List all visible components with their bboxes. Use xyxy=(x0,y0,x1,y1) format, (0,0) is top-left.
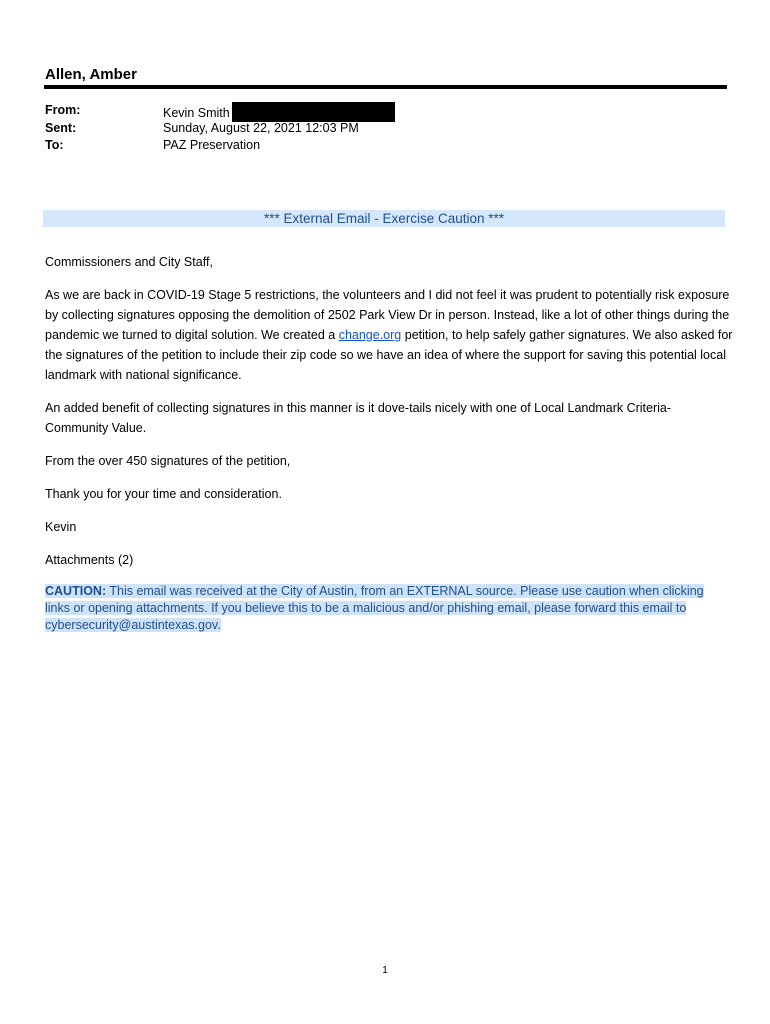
to-value: PAZ Preservation xyxy=(163,138,261,152)
change-org-link[interactable]: change.org xyxy=(338,328,402,342)
paragraph-1-end: petition, to help safely gather signatures. We also asked for the signatures of the petition to include their zip code so we have an idea of where the support for saving this potential local landmark with national significance. xyxy=(45,328,733,382)
mailbox-owner-name: Allen, Amber xyxy=(45,66,137,83)
signature: Kevin xyxy=(45,520,77,534)
header-divider xyxy=(44,85,727,89)
caution-text: This email was received at the City of Austin, from an EXTERNAL source. Please use caution when clicking links or opening attachments. If you believe this to be a malicious and/or phishing email, please forward this email to cybersecurity@austintexas.gov. xyxy=(45,584,704,632)
caution-label: CAUTION: xyxy=(45,584,107,598)
caution-highlight xyxy=(45,584,704,632)
from-label: From: xyxy=(45,103,81,117)
sent-value: Sunday, August 22, 2021 12:03 PM xyxy=(163,121,359,135)
sent-label: Sent: xyxy=(45,121,77,135)
paragraph-1-start: As we are back in COVID-19 Stage 5 restrictions, the volunteers and I did not feel it was prudent to potentially risk exposure by collecting signatures opposing the demolition of 2502 Park View Dr in person. Instead, like a lot of other things during the pandemic we turned to digital solution. We created a xyxy=(45,288,730,342)
redacted-email-block xyxy=(232,102,395,122)
caution-notice xyxy=(45,583,730,634)
paragraph-3: From the over 450 signatures of the petition, xyxy=(45,454,291,468)
attachments-label[interactable]: Attachments (2) xyxy=(45,553,134,567)
from-value: Kevin Smith xyxy=(163,106,230,120)
paragraph-4: Thank you for your time and consideration. xyxy=(45,487,282,501)
greeting: Commissioners and City Staff, xyxy=(45,255,213,269)
page-number: 1 xyxy=(382,965,388,976)
to-label: To: xyxy=(45,138,64,152)
from-value-wrap xyxy=(163,102,395,122)
email-body xyxy=(45,252,735,583)
paragraph-1 xyxy=(45,285,735,385)
paragraph-2: An added benefit of collecting signatures in this manner is it dove-tails nicely with one of Local Landmark Criteria- Community Value. xyxy=(45,401,672,435)
external-email-banner: *** External Email - Exercise Caution *** xyxy=(43,210,725,227)
